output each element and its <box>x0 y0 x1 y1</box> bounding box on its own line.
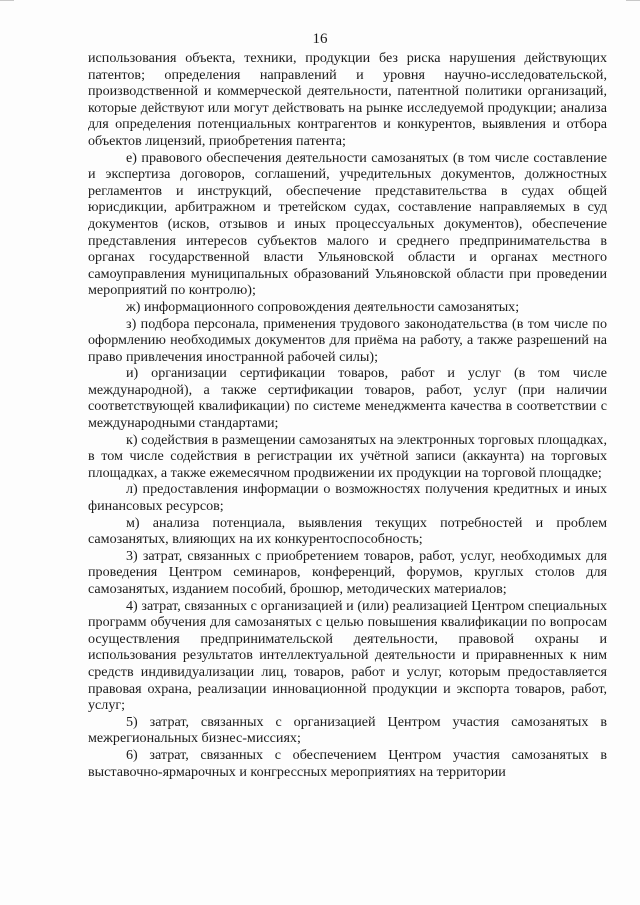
paragraph: к) содействия в размещении самозанятых на электронных торговых площадках, в том числе содействия в регистрации их учётной записи (аккаунта) на торговых площадках, а также ежемесячном продвижении их продукции на торговой площадке; <box>88 431 607 481</box>
paragraph: 4) затрат, связанных с организацией и (или) реализацией Центром специальных программ обучения для самозанятых с целью повышения квалификации по вопросам осуществления предпринимательской деятельности, правовой охраны и использования результатов интеллектуальной деятельности и приравненных к ним средств индивидуализации лиц, товаров, работ и услуг, которым предоставляется правовая охрана, реализации инновационной продукции и экспорта товаров, работ, услуг; <box>88 597 607 714</box>
page-number: 16 <box>312 31 328 47</box>
paragraph: 5) затрат, связанных с организацией Центром участия самозанятых в межрегиональных бизнес-миссиях; <box>88 713 607 747</box>
paragraph: ж) информационного сопровождения деятельности самозанятых; <box>126 298 520 315</box>
paragraph: 3) затрат, связанных с приобретением товаров, работ, услуг, необходимых для проведения Центром семинаров, конференций, форумов, круглых столов для самозанятых, изданием пособий, брошюр, методических материалов; <box>88 547 607 597</box>
paragraph: использования объекта, техники, продукции без риска нарушения действующих патентов; определения направлений и уровня научно-исследовательской, производственной и коммерческой деятельности, патентной политики организаций, которые действуют или могут действовать на рынке исследуемой продукции; анализа для определения потенциальных контрагентов и конкурентов, выявления и отбора объектов лицензий, приобретения патента; <box>88 50 607 149</box>
document-body <box>88 50 607 780</box>
paragraph: и) организации сертификации товаров, работ и услуг (в том числе международной), а также сертификации товаров, работ, услуг (при наличии соответствующей квалификации) по системе менеджмента качества в соответствии с международными стандартами; <box>88 365 607 432</box>
paragraph: е) правового обеспечения деятельности самозанятых (в том числе составление и экспертиза договоров, соглашений, учредительных документов, должностных регламентов и инструкций, обеспечение представительства в судах общей юрисдикции, арбитражном и третейском судах, составление направляемых в суд документов (исков, отзывов и иных процессуальных документов), обеспечение представления интересов субъектов малого и среднего предпринимательства в органах государственной власти Ульяновской области и органах местного самоуправления муниципальных образований Ульяновской области при проведении мероприятий по контролю); <box>88 149 607 299</box>
paragraph: л) предоставления информации о возможностях получения кредитных и иных финансовых ресурсов; <box>88 481 607 515</box>
scan-edge-mark <box>0 0 14 1</box>
paragraph: м) анализа потенциала, выявления текущих потребностей и проблем самозанятых, влияющих на их конкурентоспособность; <box>88 514 607 548</box>
paragraph: 6) затрат, связанных с обеспечением Центром участия самозанятых в выставочно-ярмарочных и конгрессных мероприятиях на территории <box>88 746 607 780</box>
scan-edge-mark <box>626 0 640 1</box>
paragraph: з) подбора персонала, применения трудового законодательства (в том числе по оформлению необходимых документов для приёма на работу, а также разрешений на право привлечения иностранной рабочей силы); <box>88 315 607 365</box>
